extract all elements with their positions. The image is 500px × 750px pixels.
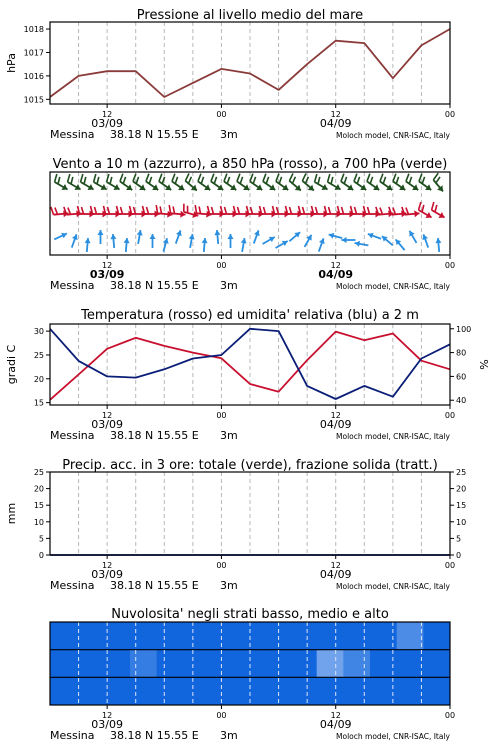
y-tick-label: 25	[33, 350, 44, 360]
wind-barb	[402, 174, 423, 193]
cloud-cell	[423, 622, 450, 650]
wind-arrow	[421, 233, 431, 248]
wind-barb	[194, 174, 215, 193]
cloud-cell	[50, 650, 77, 678]
y-tick-label: 1018	[23, 25, 44, 35]
wind-arrow	[187, 234, 195, 249]
x-tick-label: 00	[444, 411, 456, 420]
location-coords: 38.18 N 15.55 E	[110, 279, 199, 292]
x-tick-label: 00	[216, 711, 227, 720]
location-coords: 38.18 N 15.55 E	[110, 729, 199, 742]
x-tick-label: 00	[444, 711, 456, 720]
wind-arrow	[251, 229, 261, 244]
y-tick-label-right: 40	[456, 396, 467, 406]
date-label: 04/09	[319, 718, 352, 731]
wind-arrow	[228, 234, 234, 248]
wind-barb	[233, 174, 254, 193]
wind-arrow	[53, 231, 68, 242]
y-axis-label: gradi C	[5, 344, 18, 385]
cloud-cell	[397, 677, 424, 705]
wind-barb	[350, 174, 371, 193]
plot-frame	[50, 22, 450, 104]
wind-arrow	[407, 229, 419, 244]
wind-arrow	[328, 232, 343, 241]
x-tick-label: 12	[102, 110, 113, 119]
y-tick-label: 30	[33, 327, 44, 337]
location-name: Messina	[50, 579, 95, 592]
wind-arrow	[239, 238, 247, 253]
location-elevation: 3m	[220, 128, 238, 141]
wind-barb	[116, 174, 137, 193]
wind-arrow	[354, 240, 369, 248]
y-tick-label-right: 5	[456, 534, 462, 544]
cloud-cell	[183, 650, 210, 678]
cloud-cell	[157, 650, 184, 678]
wind-barb	[402, 205, 420, 218]
y-tick-label: 20	[33, 484, 44, 494]
date-label: 04/09	[319, 117, 352, 130]
wind-barb	[181, 204, 200, 220]
cloud-cell	[183, 677, 210, 705]
x-tick-label: 12	[102, 261, 113, 270]
location-elevation: 3m	[220, 279, 238, 292]
panel-title: Pressione al livello medio del mare	[136, 8, 364, 23]
wind-arrow	[110, 234, 117, 248]
wind-arrow	[393, 237, 407, 252]
panel-title: Vento a 10 m (azzurro), a 850 hPa (rosso), a 700 hPa (verde)	[52, 157, 448, 172]
y-tick-label: 15	[33, 398, 44, 408]
x-tick-label: 00	[444, 561, 456, 570]
cloud-cell	[343, 650, 370, 678]
wind-arrow	[316, 237, 326, 252]
cloud-cell	[423, 677, 450, 705]
date-label: 04/09	[319, 418, 352, 431]
x-tick-label: 00	[216, 261, 227, 270]
wind-arrow	[98, 230, 104, 244]
x-tick-label: 00	[216, 411, 227, 420]
x-tick-label: 12	[330, 561, 341, 570]
wind-arrow	[287, 230, 302, 244]
y-tick-label: 25	[33, 468, 44, 477]
cloud-cell	[343, 622, 370, 650]
wind-panel	[50, 157, 455, 292]
cloud-cell	[290, 622, 317, 650]
cloud-cell	[343, 677, 370, 705]
temperature-humidity-panel	[5, 308, 491, 442]
wind-arrow	[435, 238, 442, 252]
y-tick-label: 0	[38, 551, 44, 560]
date-label: 03/09	[91, 568, 123, 581]
location-coords: 38.18 N 15.55 E	[110, 579, 199, 592]
cloud-cell	[50, 622, 77, 650]
cloud-cell	[290, 650, 317, 678]
cloud-cell	[263, 650, 290, 678]
x-tick-label: 12	[102, 411, 113, 420]
wind-arrow	[150, 234, 156, 248]
location-name: Messina	[50, 128, 95, 141]
y-tick-label: 20	[33, 374, 44, 384]
model-source: Moloch model, CNR-ISAC, Italy	[336, 131, 450, 140]
x-tick-label: 12	[330, 261, 341, 270]
cloud-cell	[210, 677, 237, 705]
wind-arrow	[214, 230, 221, 244]
wind-barb	[286, 173, 306, 193]
wind-barb	[207, 174, 228, 193]
cloud-cell	[77, 677, 104, 705]
location-name: Messina	[50, 429, 95, 442]
location-name: Messina	[50, 279, 95, 292]
location-coords: 38.18 N 15.55 E	[110, 128, 199, 141]
cloud-cell	[130, 677, 157, 705]
cloud-cell	[397, 650, 424, 678]
y-tick-label-right: 15	[456, 501, 467, 511]
wind-barb	[182, 173, 202, 193]
location-name: Messina	[50, 729, 95, 742]
cloud-cell	[263, 622, 290, 650]
location-coords: 38.18 N 15.55 E	[110, 429, 199, 442]
x-tick-label: 12	[330, 110, 341, 119]
x-tick-label: 00	[444, 261, 456, 270]
x-tick-label: 00	[216, 561, 227, 570]
cloud-cell	[183, 622, 210, 650]
wind-barb	[155, 174, 176, 193]
wind-arrow	[261, 234, 276, 246]
y-axis-label: hPa	[5, 53, 18, 73]
pressure-panel	[5, 8, 455, 141]
wind-arrow	[69, 233, 79, 248]
wind-barb	[376, 174, 397, 193]
cloud-cell	[317, 650, 344, 678]
cloud-cover-panel	[50, 607, 455, 742]
wind-arrow	[342, 237, 356, 243]
x-tick-label: 00	[444, 110, 456, 119]
plot-frame	[50, 324, 450, 405]
y-tick-label: 1017	[23, 48, 44, 58]
y-tick-label-right: 10	[456, 517, 467, 527]
wind-arrow	[123, 238, 130, 252]
y-tick-label: 15	[33, 501, 44, 511]
y-axis-label-right: %	[478, 359, 491, 370]
date-label: 03/09	[89, 268, 125, 281]
wind-arrow	[161, 237, 170, 252]
x-tick-label: 12	[330, 711, 341, 720]
cloud-cell	[157, 677, 184, 705]
wind-arrow	[135, 230, 143, 245]
precipitation-panel	[5, 458, 466, 592]
y-tick-label-right: 20	[456, 484, 467, 494]
wind-barb	[337, 174, 358, 193]
wind-barb	[220, 174, 241, 193]
x-tick-label: 12	[102, 711, 113, 720]
cloud-cell	[263, 677, 290, 705]
date-label: 04/09	[319, 568, 352, 581]
cloud-cell	[130, 650, 157, 678]
cloud-cell	[77, 622, 104, 650]
cloud-cell	[77, 650, 104, 678]
y-tick-label-right: 25	[456, 468, 467, 477]
cloud-cell	[290, 677, 317, 705]
cloud-cell	[317, 622, 344, 650]
date-label: 03/09	[91, 117, 123, 130]
cloud-cell	[130, 622, 157, 650]
x-tick-label: 00	[216, 110, 227, 119]
location-elevation: 3m	[220, 729, 238, 742]
y-tick-label: 5	[38, 534, 44, 544]
wind-arrow	[173, 229, 183, 244]
cloud-cell	[157, 622, 184, 650]
cloud-cell	[397, 622, 424, 650]
wind-barb	[389, 174, 410, 193]
date-label: 03/09	[91, 418, 123, 431]
panel-title: Precip. acc. in 3 ore: totale (verde), frazione solida (tratt.)	[62, 458, 438, 473]
model-source: Moloch model, CNR-ISAC, Italy	[336, 582, 450, 591]
y-tick-label: 1016	[23, 71, 44, 81]
wind-barb	[142, 174, 163, 193]
wind-arrow	[274, 238, 289, 250]
panel-title: Nuvolosita' negli strati basso, medio e alto	[111, 607, 389, 622]
y-tick-label: 1015	[23, 95, 44, 105]
y-tick-label-right: 0	[456, 551, 462, 560]
wind-barb	[129, 174, 150, 193]
wind-barb	[246, 174, 267, 193]
wind-barb	[272, 174, 293, 193]
wind-barb	[429, 173, 449, 193]
y-axis-label: mm	[5, 502, 18, 525]
wind-arrow	[367, 231, 382, 241]
location-elevation: 3m	[220, 579, 238, 592]
cloud-cell	[210, 650, 237, 678]
date-label: 04/09	[318, 268, 354, 281]
wind-barb	[168, 174, 189, 193]
model-source: Moloch model, CNR-ISAC, Italy	[336, 732, 450, 741]
wind-barb	[363, 174, 384, 193]
wind-arrow	[84, 238, 91, 252]
y-tick-label-right: 60	[456, 372, 467, 382]
panel-title: Temperatura (rosso) ed umidita' relativa (blu) a 2 m	[81, 308, 419, 323]
y-tick-label-right: 80	[456, 348, 467, 358]
cloud-cell	[317, 677, 344, 705]
cloud-cell	[423, 650, 450, 678]
x-tick-label: 12	[102, 561, 113, 570]
model-source: Moloch model, CNR-ISAC, Italy	[336, 282, 450, 291]
cloud-cell	[50, 677, 77, 705]
wind-barb	[259, 174, 280, 193]
model-source: Moloch model, CNR-ISAC, Italy	[336, 432, 450, 441]
wind-arrow	[302, 233, 314, 248]
x-tick-label: 12	[330, 411, 341, 420]
y-tick-label-right: 100	[456, 324, 472, 334]
cloud-cell	[210, 622, 237, 650]
y-tick-label: 10	[33, 517, 44, 527]
wind-barb	[415, 174, 436, 193]
date-label: 03/09	[91, 718, 123, 731]
location-elevation: 3m	[220, 429, 238, 442]
wind-arrow	[201, 238, 208, 252]
